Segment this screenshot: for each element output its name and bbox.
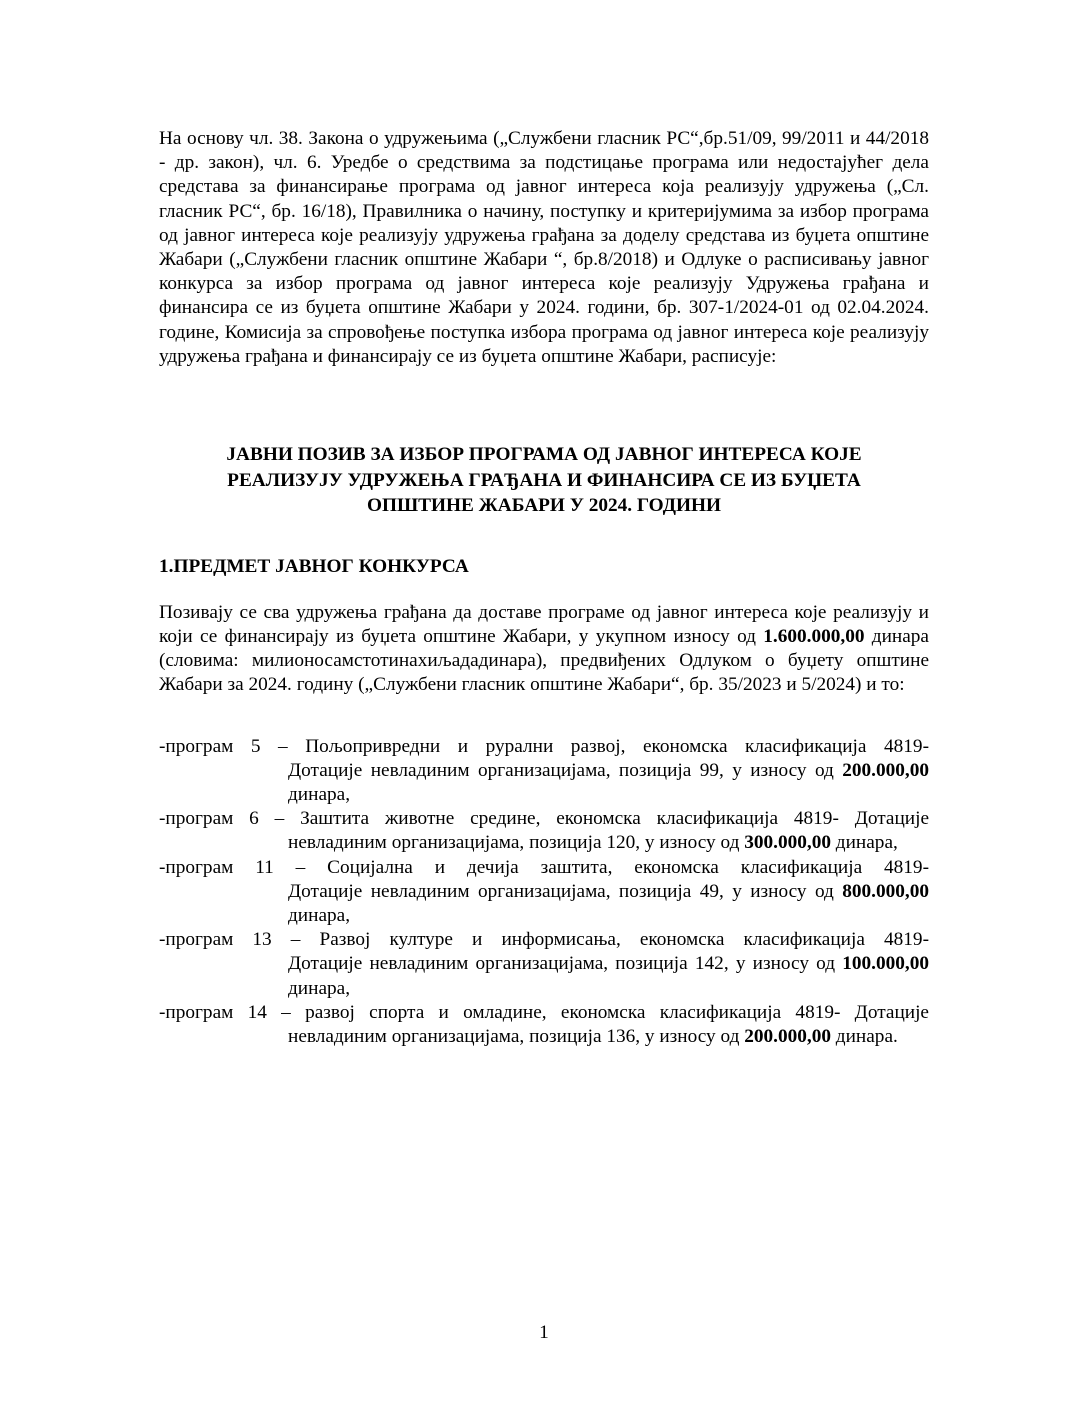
program-item-text: Дотације невладиним организацијама, позиција 49, у износу од: [288, 880, 843, 902]
program-item-amount: 200.000,00: [744, 1025, 831, 1047]
program-item-text: Дотације невладиним организацијама, позиција 99, у износу од: [288, 759, 843, 781]
program-item-currency: динара,: [288, 783, 351, 805]
intro-total-amount: 1.600.000,00: [763, 625, 865, 647]
program-item-currency: динара.: [830, 1025, 898, 1047]
program-item-currency: динара,: [288, 904, 351, 926]
program-item-amount: 100.000,00: [842, 953, 929, 975]
program-item-first-line: -програм 6 – Заштита животне средине, економска класификација 4819- Дотације: [159, 808, 929, 830]
program-item-amount: 200.000,00: [842, 759, 929, 781]
document-page: [159, 127, 929, 1049]
program-item-currency: динара,: [830, 832, 898, 854]
title-line-2: РЕАЛИЗУЈУ УДРУЖЕЊА ГРАЂАНА И ФИНАНСИРА СЕ ИЗ БУЏЕТА: [227, 469, 861, 491]
program-item-details: [288, 1025, 929, 1049]
document-title: [159, 442, 929, 519]
program-item-first-line: -програм 14 – развој спорта и омладине, економска класификација 4819- Дотације: [159, 1001, 929, 1023]
program-list: [159, 735, 929, 1050]
program-item-text: невладиним организацијама, позиција 136, у износу од: [288, 1025, 745, 1047]
program-item-amount: 300.000,00: [744, 832, 831, 854]
program-item-text: невладиним организацијама, позиција 120, у износу од: [288, 832, 745, 854]
intro-text-part-1: Позивају се сва удружења грађана да доставе програме од јавног интереса које реализују и који се финансирају из буџета општине Жабари, у укупном износу од: [159, 601, 929, 647]
program-item-details: [288, 759, 929, 807]
program-item-amount: 800.000,00: [842, 880, 929, 902]
program-item-currency: динара,: [288, 977, 351, 999]
program-item-14: [159, 1001, 929, 1049]
program-item-13: [159, 928, 929, 1001]
program-item-details: [288, 831, 929, 855]
program-item-11: [159, 856, 929, 929]
intro-text-part-2: динара (словима: милионосамстотинахиљададинара), предвиђених Одлуком о буџету општине Жабари за 2024. годину („Службени гласник општине Жабари“, бр. 35/2023 и 5/2024) и то:: [159, 625, 929, 696]
program-item-details: [288, 952, 929, 1000]
section-1-intro: [159, 601, 929, 698]
page-number: 1: [539, 1322, 549, 1343]
title-line-1: ЈАВНИ ПОЗИВ ЗА ИЗБОР ПРОГРАМА ОД ЈАВНОГ ИНТЕРЕСА КОЈЕ: [226, 444, 862, 466]
preamble-paragraph: На основу чл. 38. Закона о удружењима („Службени гласник РС“,бр.51/09, 99/2011 и 44/2018 - др. закон), чл. 6. Уредбе о средствима за подстицање програма или недостајућег дела средстава за финансирање програма од јавног интереса која реализују удружења („Сл. гласник РС“, бр. 16/18), Правилника о начину, поступку и критеријумима за избор програма од јавног интереса које реализују удружења грађана за доделу средстава из буџета општине Жабари („Службени гласник општине Жабари “, бр.8/2018) и Одлуке о расписивању јавног конкурса за избор програма од јавног интереса које реализују Удружења грађана и финансира се из буџета општине Жабари у 2024. години, бр. 307-1/2024-01 од 02.04.2024. године, Комисија за спровођење поступка избора програма од јавног интереса које реализују удружења грађана и финансирају се из буџета општине Жабари, расписује:: [159, 128, 929, 367]
title-line-3: ОПШТИНЕ ЖАБАРИ У 2024. ГОДИНИ: [367, 495, 721, 517]
program-item-5: [159, 735, 929, 808]
program-item-first-line: -програм 13 – Развој културе и информисања, економска класификација 4819-: [159, 929, 929, 951]
program-item-first-line: -програм 5 – Пољопривредни и рурални развој, економска класификација 4819-: [159, 735, 929, 757]
program-item-text: Дотације невладиним организацијама, позиција 142, у износу од: [288, 953, 843, 975]
program-item-first-line: -програм 11 – Социјална и дечија заштита, економска класификација 4819-: [159, 856, 929, 878]
section-1-heading: 1.ПРЕДМЕТ ЈАВНОГ КОНКУРСА: [159, 555, 469, 577]
program-item-details: [288, 880, 929, 928]
program-item-6: [159, 807, 929, 855]
